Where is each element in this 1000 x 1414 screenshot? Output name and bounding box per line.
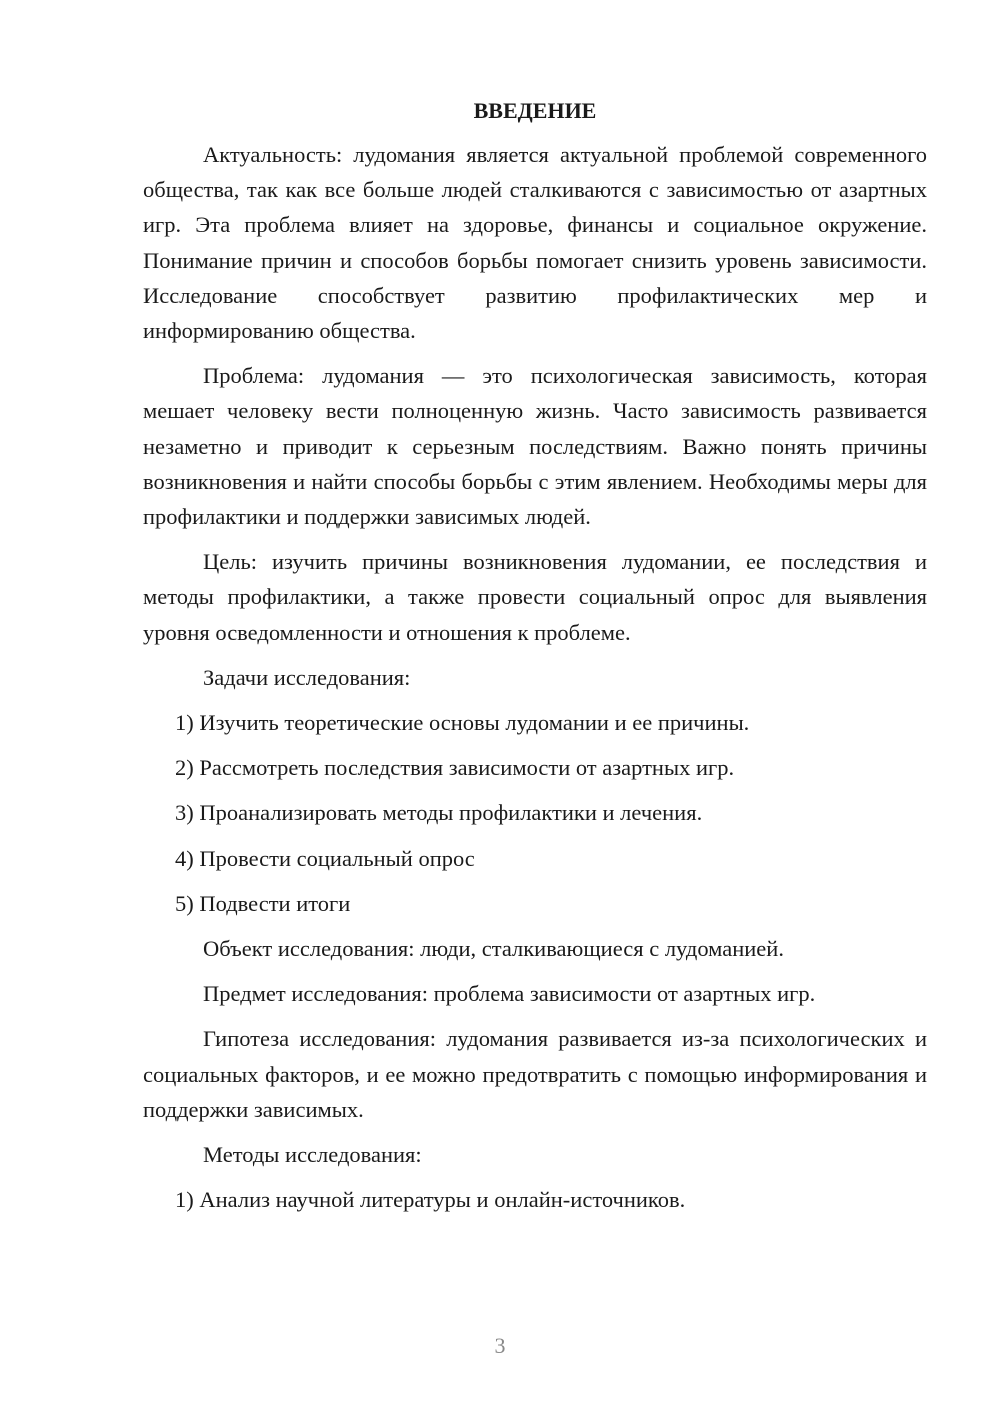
relevance-paragraph: Актуальность: лудомания является актуальной проблемой современного общества, так как все больше людей сталкиваются с зависимостью от азартных игр. Эта проблема влияет на здоровье, финансы и социальное окружение. Понимание причин и способов борьбы помогает снизить уровень зависимости. Исследование способствует развитию профилактических мер и информированию общества. xyxy=(143,142,927,344)
page-number: 3 xyxy=(494,1333,506,1358)
task-item: 3) Проанализировать методы профилактики и лечения. xyxy=(175,800,703,826)
methods-heading: Методы исследования: xyxy=(203,1142,422,1168)
hypothesis-paragraph: Гипотеза исследования: лудомания развивается из-за психологических и социальных факторов, и ее можно предотвратить с помощью информирования и поддержки зависимых. xyxy=(143,1026,927,1122)
method-item: 1) Анализ научной литературы и онлайн-источников. xyxy=(175,1187,686,1213)
section-title: ВВЕДЕНИЕ xyxy=(473,98,597,123)
tasks-list xyxy=(143,705,927,921)
page-content xyxy=(143,96,927,1227)
object-paragraph: Объект исследования: люди, сталкивающиеся с лудоманией. xyxy=(203,936,784,962)
task-item: 1) Изучить теоретические основы лудомании и ее причины. xyxy=(175,710,750,736)
tasks-heading: Задачи исследования: xyxy=(203,664,411,690)
goal-paragraph: Цель: изучить причины возникновения лудомании, ее последствия и методы профилактики, а также провести социальный опрос для выявления уровня осведомленности и отношения к проблеме. xyxy=(143,549,927,645)
methods-list xyxy=(143,1182,927,1217)
task-item: 2) Рассмотреть последствия зависимости от азартных игр. xyxy=(175,755,735,781)
problem-paragraph: Проблема: лудомания — это психологическая зависимость, которая мешает человеку вести полноценную жизнь. Часто зависимость развивается незаметно и приводит к серьезным последствиям. Важно понять причины возникновения и найти способы борьбы с этим явлением. Необходимы меры для профилактики и поддержки зависимых людей. xyxy=(143,363,927,530)
subject-paragraph: Предмет исследования: проблема зависимости от азартных игр. xyxy=(203,981,816,1007)
task-item: 5) Подвести итоги xyxy=(175,890,351,916)
task-item: 4) Провести социальный опрос xyxy=(175,845,475,871)
